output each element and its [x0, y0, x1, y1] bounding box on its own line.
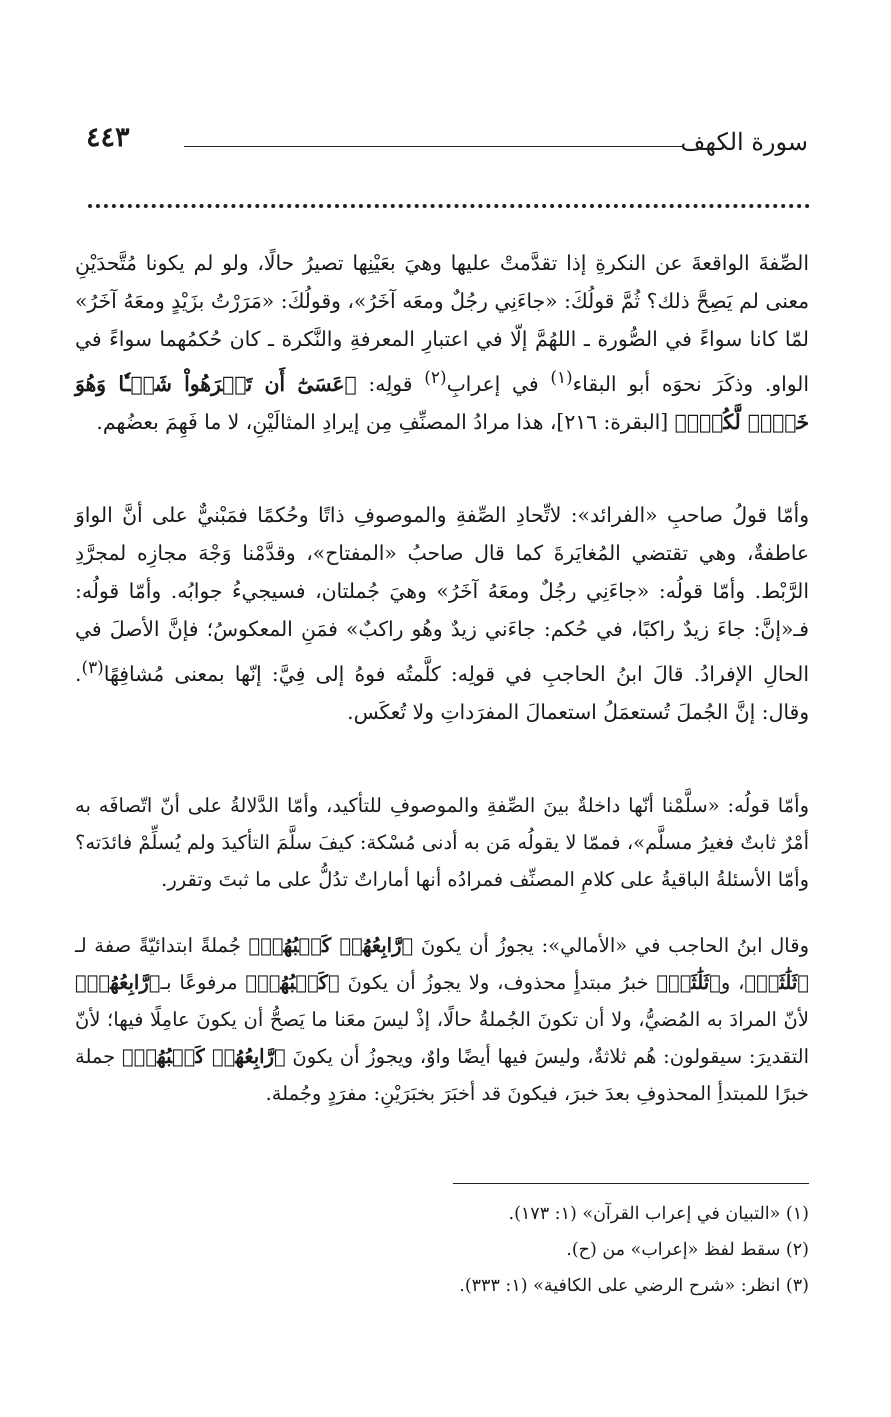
paragraph-2: [75, 496, 809, 731]
footnote-1: (١) «التبيان في إعراب القرآن» (١: ١٧٣).: [508, 1204, 809, 1224]
quran-quote: ﴿ثَلَٰثَةٞ﴾: [744, 971, 809, 994]
quran-quote: ﴿عَسَىٰٓ أَن تَكۡرَهُواْ شَيۡـٔٗا وَهُوَ خَيۡرٞ لَّكُمۡۖ﴾: [75, 371, 809, 434]
quran-quote: ﴿رَّابِعُهُمۡ كَلۡبُهُمۡ﴾: [248, 934, 414, 957]
text-segment: جُملةً ابتدائيّةً صفة لـ: [75, 934, 249, 957]
paragraph-4: [75, 927, 809, 1112]
header-rule: [184, 146, 684, 147]
footnote-ref: (٣): [81, 657, 104, 677]
text-segment: خبرُ مبتدأٍ محذوف، ولا يجوزُ أن يكونَ: [339, 971, 657, 994]
text-segment: وأمّا قولُ صاحبِ «الفرائد»: لاتِّحادِ الصِّفةِ والموصوفِ ذاتًا وحُكمًا فمَبْنيٌّ على أنَّ الواوَ عاطفةٌ، وهي تقتضي المُغايَرةَ كما قال صاحبُ «المفتاح»، وقدَّمْنا وَجْهَ مجازِه لمجرَّدِ الرَّبْط. وأمّا قولُه: «جاءَنِي رجُلٌ ومعَهُ آخَرُ» وهيَ جُملتان، فسيجيءُ جوابُه. وأمّا قولُه: فـ«إنَّ: جاءَ زيدٌ راكبًا، في حُكم: جاءَني زيدٌ وهُو راكبٌ» فمَنِ المعكوسُ؛ فإنَّ الأصلَ في الحالِ الإفرادُ. قالَ ابنُ الحاجبِ في قولِه: كلَّمتُه فوهُ إلى فِيَّ: إنّها بمعنى مُشافِهًا: [75, 503, 809, 686]
footnotes: [75, 1196, 809, 1304]
text-segment: جملة خبرًا للمبتدأِ المحذوفِ بعدَ خبرَ، فيكونَ قد أخبَرَ بخبَرَيْنِ: مفرَدٍ وجُملة.: [75, 1045, 809, 1105]
text-segment: [البقرة: ٢١٦]، هذا مرادُ المصنِّفِ مِن إيرادِ المثالَيْنِ، لا ما فَهِمَ بعضُهم.: [96, 409, 675, 434]
text-segment: وأمّا قولُه: «سلَّمْنا أنّها داخلةٌ بينَ الصِّفةِ والموصوفِ للتأكيد، وأمّا الدَّلالةُ على أنّ اتّصافَه به أمْرٌ ثابتٌ فغيرُ مسلَّم»، فممّا لا يقولُه مَن به أدنى مُسْكة: كيفَ سلَّمَ التأكيدَ ولم يُسلِّمْ فائدَته؟ وأمّا الأسئلةُ الباقيةُ على كلامِ المصنِّف فمرادُه أنها أماراتٌ تدُلُّ على ما ثبتَ وتقرر.: [75, 794, 809, 891]
text-segment: قولِه:: [356, 371, 425, 396]
paragraph-3: [75, 787, 809, 898]
text-segment: في إعرابِ: [446, 371, 551, 396]
text-segment: . وقال: إنَّ الجُملَ تُستعمَلُ استعمالَ المفرَداتِ ولا تُعكَس.: [75, 661, 809, 724]
quran-quote: ﴿رَّابِعُهُمۡ كَلۡبُهُمۡ﴾: [121, 1045, 286, 1068]
text-segment: ، و: [720, 971, 745, 994]
quran-quote: ﴿كَلۡبُهُمۡ﴾: [245, 971, 340, 994]
footnote-ref: (١): [550, 367, 573, 387]
footnote-rule: [453, 1183, 809, 1184]
surah-title: سورة الكهف: [680, 128, 808, 156]
text-segment: الصِّفةَ الواقعةَ عن النكرةِ إذا تقدَّمتْ عليها وهيَ بعَيْنِها تصيرُ حالًا، ولو لم يكونا مُتَّحدَيْنِ معنى لم يَصِحَّ ذلك؟ ثُمَّ قولُكَ: «جاءَنِي رجُلٌ ومعَه آخَرُ»، وقولُكَ: «مَرَرْتُ بزَيْدٍ ومعَهُ آخَرُ» لمّا كانا سواءً في الصُّورة ـ اللهُمَّ إلّا في اعتبارِ المعرفةِ والنَّكرة ـ كان حُكمُهما سواءً في الواو. وذكَرَ نحوَه أبو البقاء: [75, 251, 809, 396]
text-segment: مرفوعًا بـ: [160, 971, 246, 994]
running-header: [86, 120, 808, 170]
quran-quote: ﴿ثَلَٰثَةٞ﴾: [656, 971, 721, 994]
footnote-3: (٣) انظر: «شرح الرضي على الكافية» (١: ٣٣٣).: [459, 1276, 809, 1296]
page-number: ٤٤٣: [86, 122, 130, 153]
dotted-separator: [88, 204, 810, 208]
quran-quote: ﴿رَّابِعُهُمۡ﴾: [75, 971, 161, 994]
paragraph-1: [75, 244, 809, 441]
footnote-ref: (٢): [424, 367, 447, 387]
text-segment: لأنّ المرادَ به المُضيُّ، ولا أن تكونَ الجُملةُ حالًا، إذْ ليسَ معَنا ما يَصحُّ أن يكونَ عامِلًا فيها؛ لأنّ التقديرَ: سيقولون: هُم ثلاثةٌ، وليسَ فيها أيضًا واوٌ، ويجوزُ أن يكونَ: [75, 1008, 810, 1068]
footnote-2: (٢) سقط لفظ «إعراب» من (ح).: [566, 1240, 809, 1260]
text-segment: وقال ابنُ الحاجب في «الأمالي»: يجوزُ أن يكونَ: [413, 934, 809, 957]
